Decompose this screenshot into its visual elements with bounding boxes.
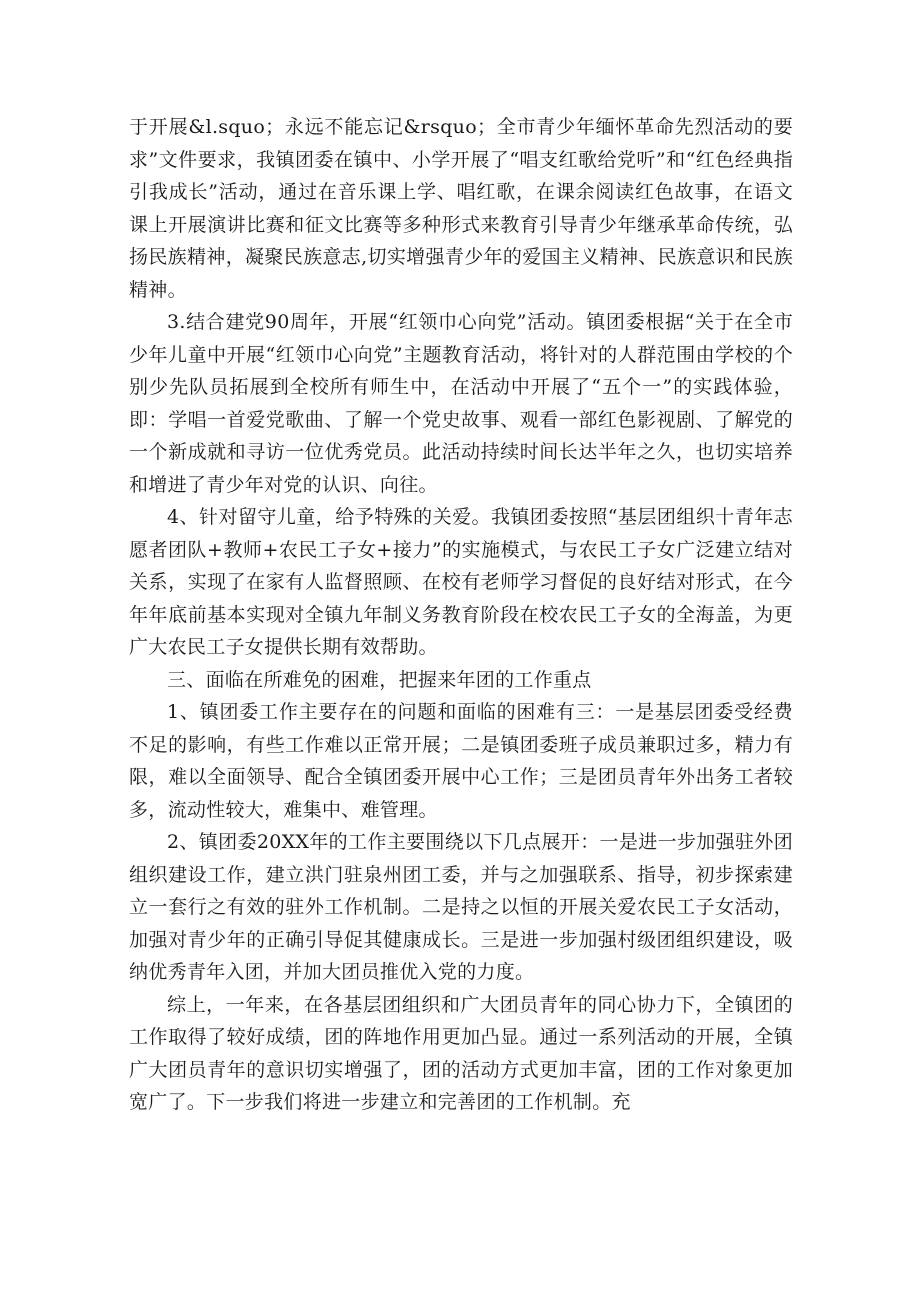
paragraph-continuation: 于开展&l.squo；永远不能忘记&rsquo；全市青少年缅怀革命先烈活动的要求”文件要求，我镇团委在镇中、小学开展了“唱支红歌给党听”和“红色经典指引我成长”活动，通过在音乐课上学、唱红歌，在课余阅读红色故事，在语文课上开展演讲比赛和征文比赛等多种形式来教育引导青少年继承革命传统，弘扬民族精神，凝聚民族意志,切实增强青少年的爱国主义精神、民族意识和民族精神。 — [129, 116, 793, 301]
section-heading-difficulties: 三、面临在所难免的困难，把握来年团的工作重点 — [167, 668, 592, 691]
paragraph-work-plan: 2、镇团委20XX年的工作主要围绕以下几点展开：一是进一步加强驻外团组织建设工作，建立洪门驻泉州团工委，并与之加强联系、指导，初步探索建立一套行之有效的驻外工作机制。二是持之以恒的开展关爱农民工子女活动，加强对青少年的正确引导促其健康成长。三是进一步加强村级团组织建设，吸纳优秀青年入团，并加大团员推优入党的力度。 — [129, 831, 793, 983]
paragraph-item-4-left-behind-children: 4、针对留守儿童，给予特殊的关爱。我镇团委按照“基层团组织十青年志愿者团队+教师+农民工子女+接力”的实施模式，与农民工子女广泛建立结对关系，实现了在家有人监督照顾、在校有老师学习督促的良好结对形式，在今年年底前基本实现对全镇九年制义务教育阶段在校农民工子女的全海盖，为更广大农民工子女提供长期有效帮助。 — [129, 506, 793, 658]
document-body — [129, 111, 793, 1119]
paragraph-difficulties: 1、镇团委工作主要存在的问题和面临的困难有三：一是基层团委受经费不足的影响，有些工作难以正常开展；二是镇团委班子成员兼职过多，精力有限，难以全面领导、配合全镇团委开展中心工作；三是团员青年外出务工者较多，流动性较大，难集中、难管理。 — [129, 701, 793, 821]
paragraph-item-3-red-scarf: 3.结合建党90周年，开展“红领巾心向党”活动。镇团委根据“关于在全市少年儿童中开展“红领巾心向党”主题教育活动，将针对的人群范围由学校的个别少先队员拓展到全校所有师生中，在活动中开展了“五个一”的实践体验，即：学唱一首爱党歌曲、了解一个党史故事、观看一部红色影视剧、了解党的一个新成就和寻访一位优秀党员。此活动持续时间长达半年之久，也切实培养和增进了青少年对党的认识、向往。 — [129, 311, 793, 496]
paragraph-summary: 综上，一年来，在各基层团组织和广大团员青年的同心协力下，全镇团的工作取得了较好成绩，团的阵地作用更加凸显。通过一系列活动的开展，全镇广大团员青年的意识切实增强了，团的活动方式更加丰富，团的工作对象更加宽广了。下一步我们将进一步建立和完善团的工作机制。充 — [129, 993, 793, 1113]
